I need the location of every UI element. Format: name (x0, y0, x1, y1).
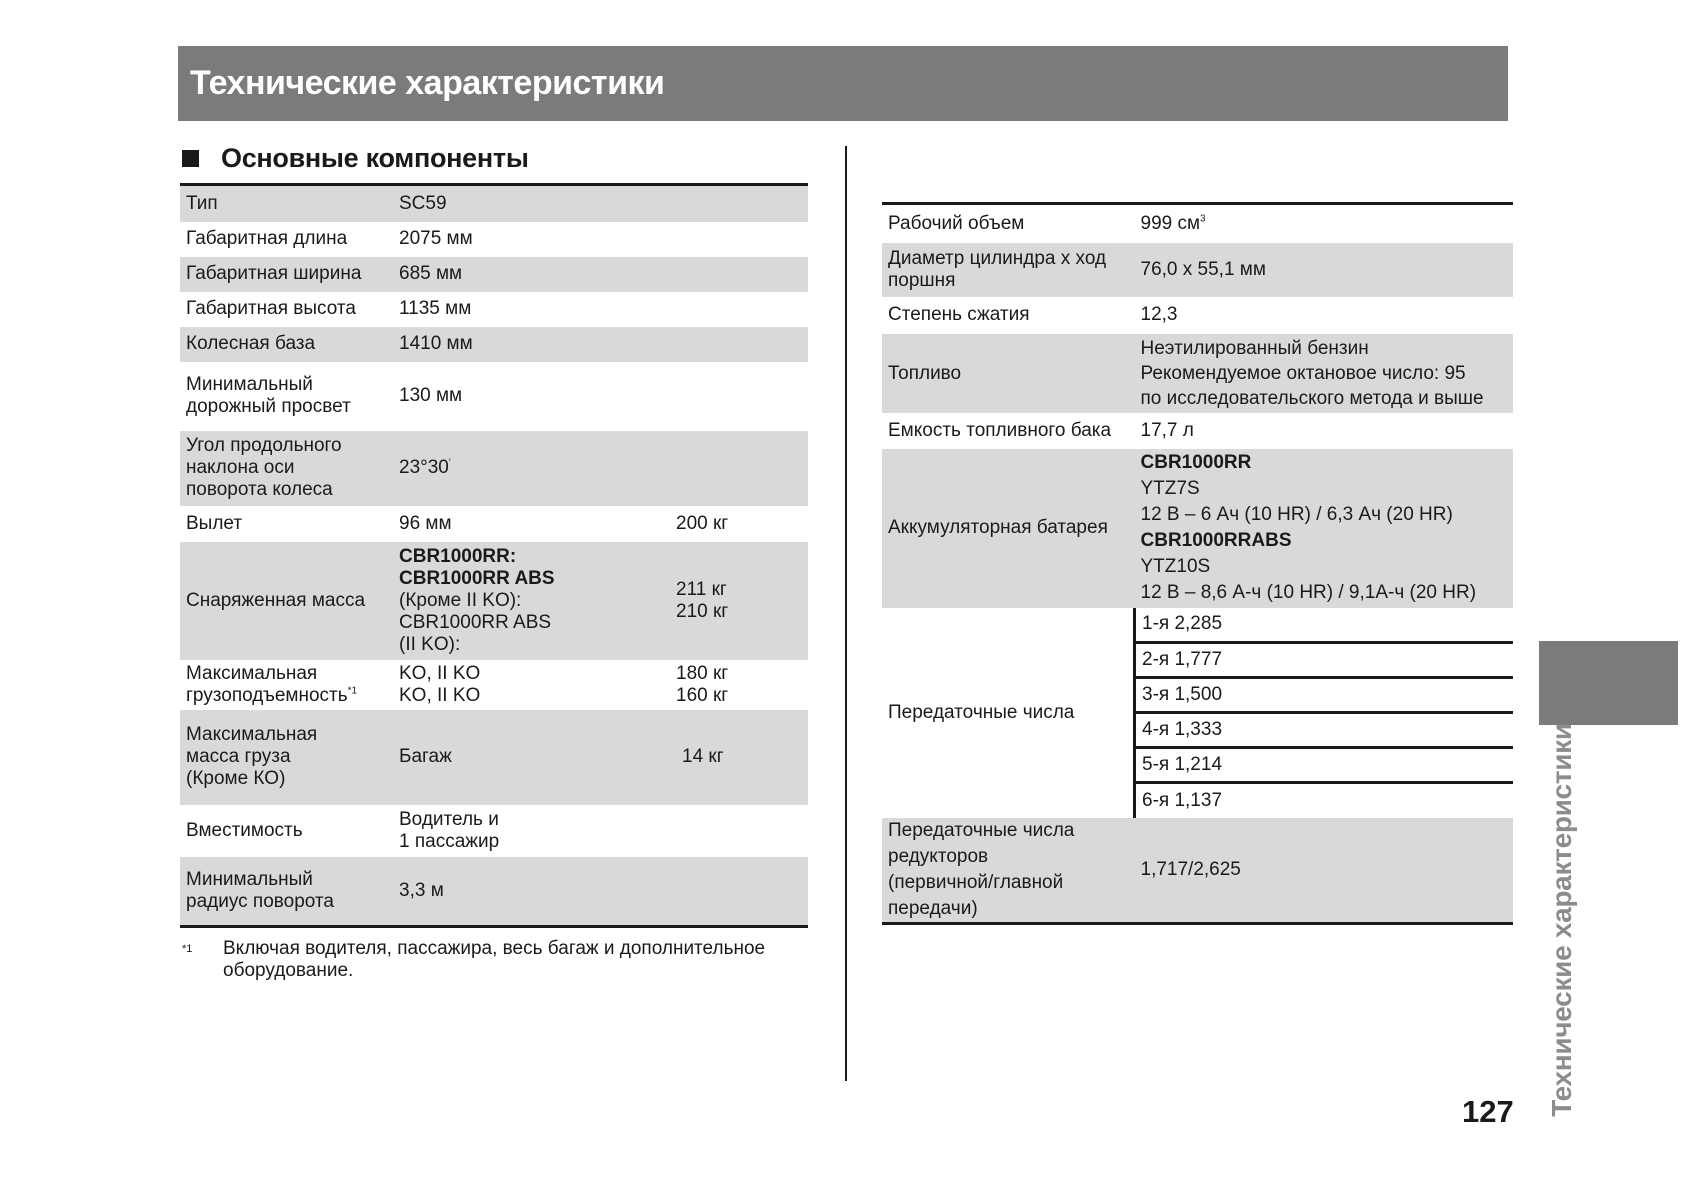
row-label: Вместимость (186, 819, 303, 841)
table-row (180, 327, 808, 362)
section-title: Основные компоненты (221, 142, 529, 173)
row-value: 130 мм (399, 385, 463, 406)
gear-ratio: 4-я 1,333 (1135, 713, 1514, 748)
table-row (180, 542, 808, 660)
section-heading (182, 140, 529, 176)
table-row (180, 506, 808, 542)
table-row (180, 805, 808, 857)
table-row (180, 257, 808, 292)
row-value: SC59 (399, 192, 447, 214)
page-number: 127 (1462, 1094, 1514, 1129)
table-row (180, 362, 808, 431)
row-value: CBR1000RR YTZ7S 12 В – 6 Ач (10 HR) / 6,3 Ач (20 HR) CBR1000RRABS YTZ10S 12 В – 8,6 А-ч (10 HR) / 9,1А-ч (20 HR) (1140, 452, 1477, 603)
row-label: Степень сжатия (888, 304, 1030, 325)
row-value-2: 180 кг 160 кг (676, 662, 729, 706)
row-label: Снаряженная масса (186, 589, 366, 611)
row-value: CBR1000RR: CBR1000RR ABS (Кроме II KO): CBR1000RR ABS (II KO): (399, 545, 555, 655)
table-row (882, 334, 1513, 413)
table-row (180, 292, 808, 327)
row-label: Минимальный радиус поворота (186, 868, 334, 912)
row-label: Передаточные числа редукторов (первичной/главной передачи) (888, 819, 1075, 919)
table-row (180, 660, 808, 710)
row-label: Максимальная грузоподъемность$^{*1}$ (186, 662, 358, 706)
row-value: 96 мм (399, 512, 452, 534)
row-label: Передаточные числа (888, 701, 1075, 723)
main-components-table (180, 183, 808, 928)
row-value: 76,0 x 55,1 мм (1140, 258, 1266, 280)
gear-ratio: 6-я 1,137 (1135, 783, 1514, 818)
table-row (180, 710, 808, 805)
table-row (180, 431, 808, 506)
row-value: Багаж (399, 746, 452, 767)
row-label: Колесная база (186, 333, 316, 354)
table-row (882, 243, 1513, 297)
row-value-2: 14 кг (682, 746, 724, 767)
row-value: 1,717/2,625 (1140, 858, 1241, 880)
row-label: Вылет (186, 512, 243, 534)
table-row (882, 297, 1513, 334)
row-label: Габаритная высота (186, 298, 356, 319)
black-square-bullet-icon (182, 150, 199, 167)
row-label: Емкость топливного бака (888, 419, 1112, 441)
table-row (882, 818, 1513, 924)
row-label: Минимальный дорожный просвет (186, 374, 351, 417)
gear-ratio: 2-я 1,777 (1135, 643, 1514, 678)
row-value: Неэтилированный бензин Рекомендуемое октановое число: 95 по исследовательского метода и выше (1140, 337, 1484, 409)
page-title: Технические характеристики (190, 64, 665, 102)
row-value: 2075 мм (399, 228, 473, 249)
row-value: Водитель и 1 пассажир (399, 808, 500, 852)
row-label: Топливо (888, 362, 962, 384)
row-value: 23°30' (399, 457, 451, 478)
row-value: 17,7 л (1140, 419, 1194, 441)
row-label: Габаритная ширина (186, 263, 362, 284)
table-row (180, 222, 808, 257)
row-value-2: 211 кг 210 кг (676, 578, 729, 622)
gear-ratio: 3-я 1,500 (1135, 678, 1514, 713)
table-row (882, 449, 1513, 608)
table-row (882, 608, 1513, 643)
chapter-tab (1539, 641, 1678, 725)
row-value: 1135 мм (399, 298, 472, 319)
engine-specs-table (882, 202, 1513, 925)
row-label: Угол продольного наклона оси поворота колеса (186, 435, 342, 500)
row-value: 999 $см^3$ (1140, 212, 1206, 234)
footnote-text: Включая водителя, пассажира, весь багаж и дополнительное оборудование. (223, 938, 766, 981)
row-label: Аккумуляторная батарея (888, 517, 1108, 538)
table-row (180, 185, 808, 222)
table-row (180, 857, 808, 927)
row-label: Максимальная масса груза (Кроме КО) (186, 724, 318, 789)
gear-ratio: 5-я 1,214 (1135, 748, 1514, 783)
row-label: Габаритная длина (186, 228, 348, 249)
header-banner (178, 46, 1508, 121)
row-value: 3,3 м (399, 879, 444, 901)
table-row (882, 413, 1513, 449)
row-value: 685 мм (399, 263, 463, 284)
table-row (882, 204, 1513, 243)
footnote-mark: *1 (182, 943, 193, 955)
row-value: 12,3 (1140, 304, 1178, 325)
row-value: 1410 мм (399, 333, 473, 354)
row-value-2: 200 кг (676, 512, 729, 534)
row-label: Диаметр цилиндра х ход поршня (888, 247, 1107, 291)
column-divider (845, 146, 847, 1081)
row-label: Тип (186, 192, 218, 214)
row-value: KO, II KO KO, II KO (399, 662, 481, 706)
row-label: Рабочий объем (888, 212, 1025, 234)
gear-ratio: 1-я 2,285 (1135, 608, 1514, 643)
